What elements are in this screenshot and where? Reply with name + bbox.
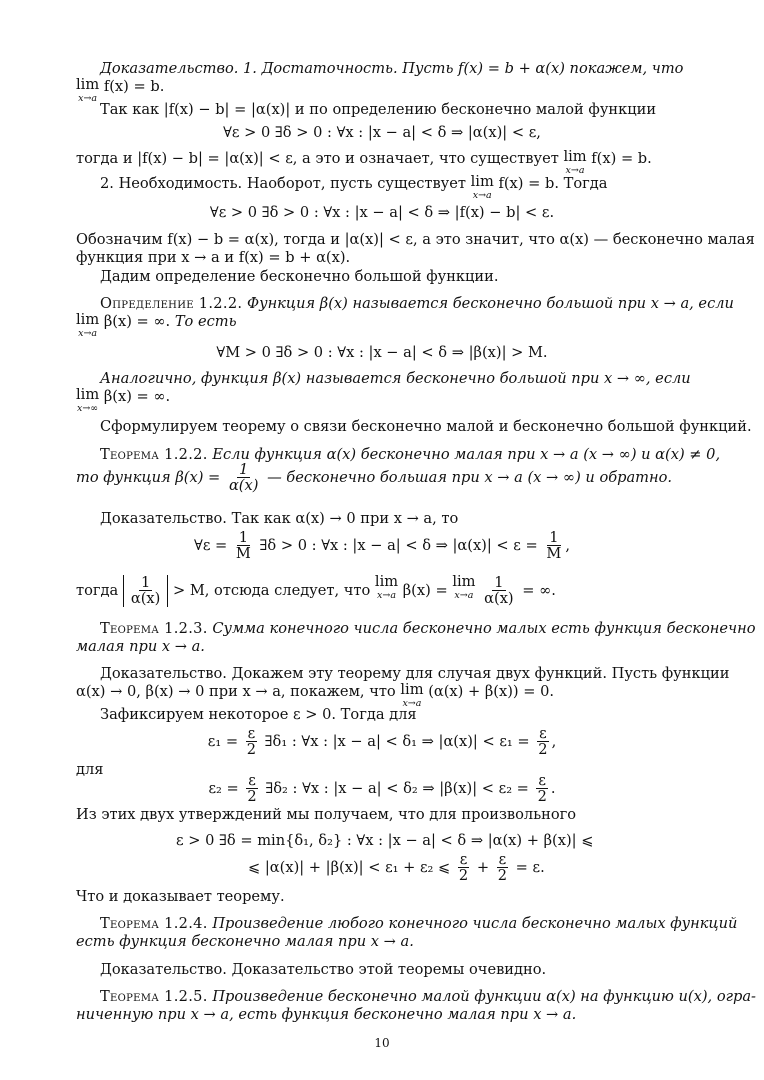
proof-line: Доказательство. Докажем эту теорему для случая двух функций. Пусть функции xyxy=(100,665,730,682)
theorem-heading: Теорема 1.2.3. xyxy=(100,620,208,637)
formula-epsilon-1: ε₁ = $\frac{\varepsilon}{2}$ ∃δ₁ : ∀x : |x − a| < δ₁ ⇒ |α(x)| < ε₁ = $\frac{\varepsilon}{2}$ , xyxy=(207,725,557,759)
text-line: Зафиксируем некоторое ε > 0. Тогда для xyxy=(100,706,417,723)
proof-sufficiency: Доказательство. 1. Достаточность. Пусть f(x) = b + α(x) покажем, что xyxy=(100,60,684,77)
formula-limit-infinity: тогда $\frac{1}{\alpha(x)}$ > M, отсюда следует, что lim x→a β(x) = lim x→a $\frac{1}{\alpha(x)}$ = ∞. xyxy=(76,573,556,608)
text-line: Дадим определение бесконечно большой функции. xyxy=(100,268,499,285)
formula-sum-estimate: ⩽ |α(x)| + |β(x)| < ε₁ + ε₂ ⩽ $\frac{\varepsilon}{2}$ + $\frac{\varepsilon}{2}$ = ε. xyxy=(248,851,545,885)
text-line: для xyxy=(76,761,104,778)
formula-epsilon-2: ε₂ = $\frac{\varepsilon}{2}$ ∃δ₂ : ∀x : |x − a| < δ₂ ⇒ |β(x)| < ε₂ = $\frac{\varepsilon}{2}$ . xyxy=(208,772,556,806)
text-line: Что и доказывает теорему. xyxy=(76,888,285,905)
proof-line: Доказательство. Доказательство этой теоремы очевидно. xyxy=(100,961,547,978)
text-line: Аналогично, функция β(x) называется бесконечно большой при x → ∞, если xyxy=(100,370,691,387)
limit-line: α(x) → 0, β(x) → 0 при x → a, покажем, что lim x→a (α(x) + β(x)) = 0. xyxy=(76,681,555,709)
text-line: Обозначим f(x) − b = α(x), тогда и |α(x)| < ε, а это значит, что α(x) — бесконечно малая xyxy=(76,231,755,248)
text-line: Из этих двух утверждений мы получаем, что для произвольного xyxy=(76,806,577,823)
proof-line: Доказательство. Так как α(x) → 0 при x → a, то xyxy=(100,510,459,527)
theorem-1-2-3: Теорема 1.2.3. Сумма конечного числа бесконечно малых есть функция бесконечно xyxy=(100,620,756,637)
text-line: Сформулируем теорему о связи бесконечно малой и бесконечно большой функций. xyxy=(100,418,752,435)
text-line: функция при x → a и f(x) = b + α(x). xyxy=(76,249,351,266)
theorem-formula: то функция β(x) = $\frac{1}{\alpha(x)}$ — бесконечно большая при x → a (x → ∞) и обратно. xyxy=(76,461,673,495)
formula-epsilon-delta-2: ∀ε > 0 ∃δ > 0 : ∀x : |x − a| < δ ⇒ |f(x) − b| < ε. xyxy=(209,204,555,221)
theorem-1-2-5: Теорема 1.2.5. Произведение бесконечно малой функции α(x) на функцию u(x), огра- xyxy=(100,988,756,1005)
formula-fraction: ∀ε = $\frac{1}{M}$ ∃δ > 0 : ∀x : |x − a| < δ ⇒ |α(x)| < ε = $\frac{1}{M}$ , xyxy=(194,529,570,563)
formula-epsilon-delta: ∀ε > 0 ∃δ > 0 : ∀x : |x − a| < δ ⇒ |α(x)| < ε, xyxy=(223,124,541,141)
definition-heading: Определение 1.2.2. xyxy=(100,295,243,312)
theorem-heading: Теорема 1.2.4. xyxy=(100,915,208,932)
theorem-heading: Теорема 1.2.2. xyxy=(100,446,208,463)
formula-infinite: ∀M > 0 ∃δ > 0 : ∀x : |x − a| < δ ⇒ |β(x)| > M. xyxy=(216,344,548,361)
limit-line: lim x→a f(x) = b. xyxy=(76,76,165,104)
text-line: Так как |f(x) − b| = |α(x)| и по определению бесконечно малой функции xyxy=(100,101,657,118)
text-line: малая при x → a. xyxy=(76,638,205,655)
page-number: 10 xyxy=(374,1036,390,1050)
theorem-heading: Теорема 1.2.5. xyxy=(100,988,208,1005)
theorem-1-2-4: Теорема 1.2.4. Произведение любого конечного числа бесконечно малых функций xyxy=(100,915,738,932)
definition-limit: lim x→a β(x) = ∞. То есть xyxy=(76,311,237,339)
proof-necessity: 2. Необходимость. Наоборот, пусть существует lim x→a f(x) = b. Тогда xyxy=(100,173,608,201)
limit-line: lim x→∞ β(x) = ∞. xyxy=(76,386,171,414)
lim-operator: lim x→a xyxy=(76,76,100,104)
text-line: ниченную при x → a, есть функция бесконечно малая при x → a. xyxy=(76,1006,577,1023)
text-line: тогда и |f(x) − b| = |α(x)| < ε, а это и означает, что существует lim x→a f(x) = b. xyxy=(76,148,652,176)
formula-min-delta: ε > 0 ∃δ = min{δ₁, δ₂} : ∀x : |x − a| < δ ⇒ |α(x) + β(x)| ⩽ xyxy=(176,832,594,849)
theorem-1-2-2: Теорема 1.2.2. Если функция α(x) бесконечно малая при x → a (x → ∞) и α(x) ≠ 0, xyxy=(100,446,721,463)
text-line: есть функция бесконечно малая при x → a. xyxy=(76,933,414,950)
definition-1-2-2: Определение 1.2.2. Функция β(x) называется бесконечно большой при x → a, если xyxy=(100,295,734,312)
